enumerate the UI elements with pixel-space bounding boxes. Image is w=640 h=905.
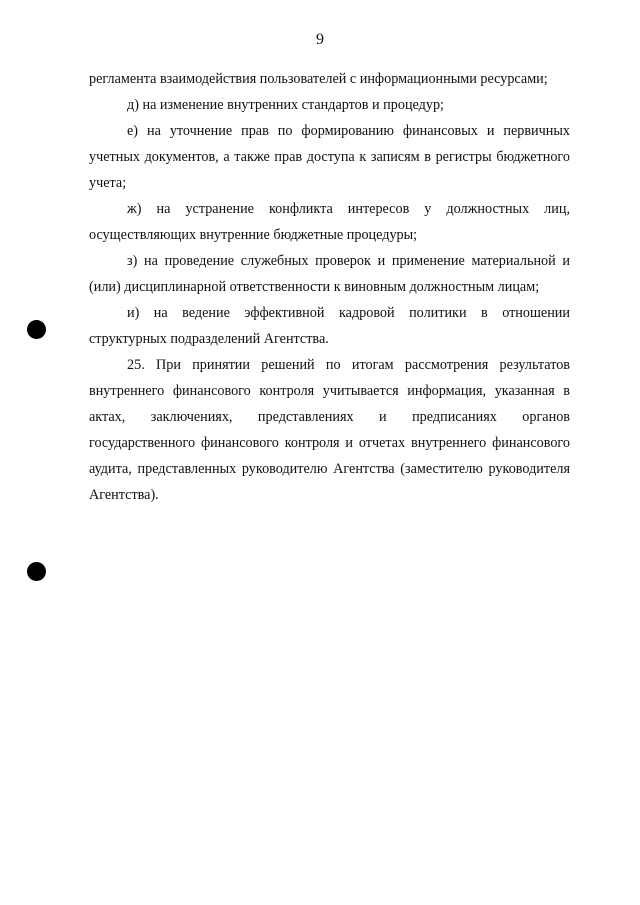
paragraph-item-e: е) на уточнение прав по формированию финансовых и первичных учетных документов, а также прав доступа к записям в регистры бюджетного учета; <box>89 123 570 191</box>
document-body <box>89 66 570 508</box>
paragraph-item-z: з) на проведение служебных проверок и применение материальной и (или) дисциплинарной ответственности к виновным должностным лицам; <box>89 253 570 295</box>
page-number: 9 <box>316 31 324 48</box>
paragraph-item-zh: ж) на устранение конфликта интересов у должностных лиц, осуществляющих внутренние бюджетные процедуры; <box>89 201 570 243</box>
paragraph-continuation: регламента взаимодействия пользователей с информационными ресурсами; <box>89 71 548 87</box>
punch-hole-top <box>27 320 46 339</box>
punch-hole-bottom <box>27 562 46 581</box>
paragraph-clause-25: 25. При принятии решений по итогам рассмотрения результатов внутреннего финансового контроля учитывается информация, указанная в актах, заключениях, представлениях и предписаниях органов государственного финансового контроля и отчетах внутреннего финансового аудита, представленных руководителю Агентства (заместителю руководителя Агентства). <box>89 357 570 503</box>
paragraph-item-i: и) на ведение эффективной кадровой политики в отношении структурных подразделений Агентства. <box>89 305 570 347</box>
paragraph-item-d: д) на изменение внутренних стандартов и процедур; <box>127 97 444 113</box>
